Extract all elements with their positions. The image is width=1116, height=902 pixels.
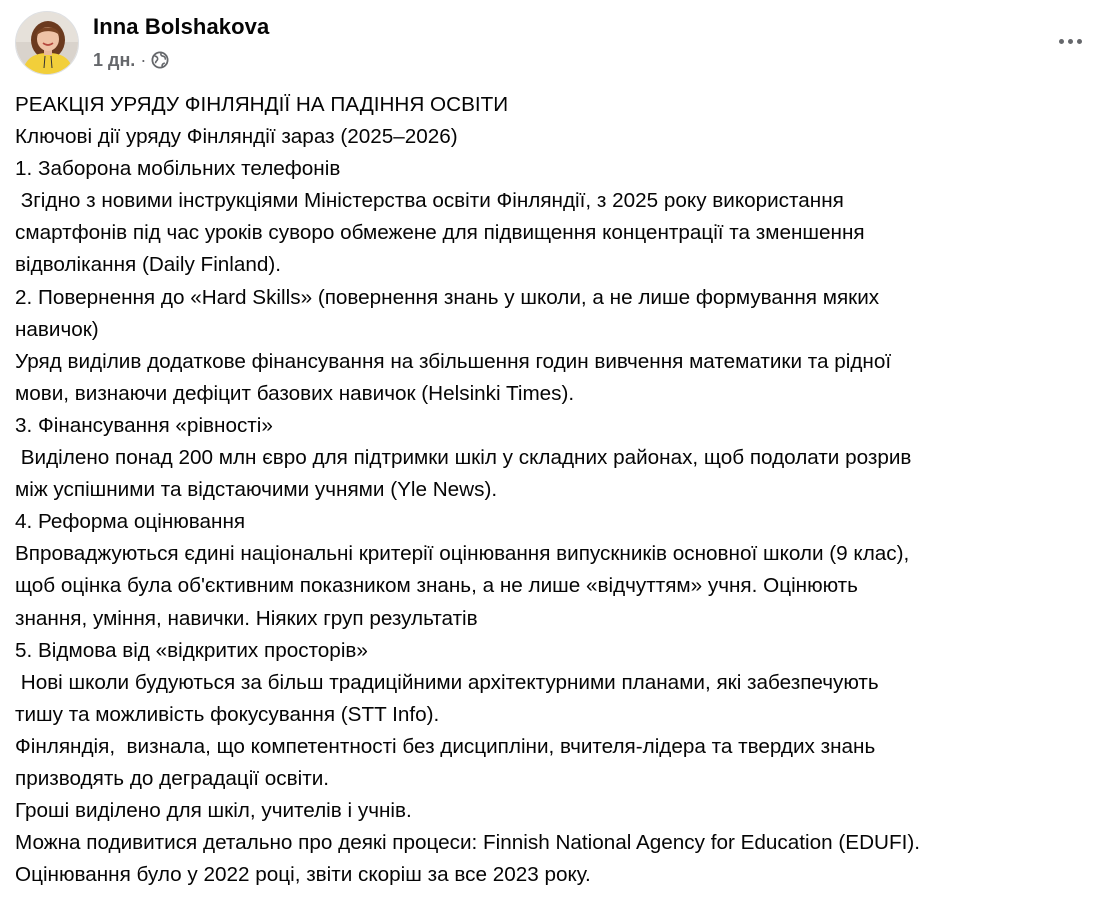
post-text-line: Виділено понад 200 млн євро для підтримки шкіл у складних районах, щоб подолати розрив: [15, 446, 912, 470]
post-text-line: Гроші виділено для шкіл, учителів і учнів.: [15, 799, 412, 823]
avatar-image: [16, 12, 79, 75]
post-timestamp[interactable]: 1 дн.: [93, 49, 136, 70]
post-text-line: Фінляндія, визнала, що компетентності без дисципліни, вчителя-лідера та твердих знань: [15, 734, 876, 758]
post-text-line: відволікання (Daily Finland).: [15, 253, 282, 277]
post-text-line: мови, визнаючи дефіцит базових навичок (Helsinki Times).: [15, 381, 575, 405]
more-horizontal-icon: [1059, 39, 1082, 44]
post-meta: [93, 47, 169, 73]
post-text: [15, 89, 1110, 891]
post-text-line: щоб оцінка була об'єктивним показником знань, а не лише «відчуттям» учня. Оцінюють: [15, 574, 858, 598]
author-avatar[interactable]: [15, 11, 79, 75]
post-text-line: навичок): [15, 317, 99, 341]
meta-separator: ·: [140, 49, 147, 70]
post-text-line: 5. Відмова від «відкритих просторів»: [15, 638, 368, 662]
globe-icon[interactable]: [151, 51, 169, 69]
more-options-button[interactable]: [1048, 24, 1092, 58]
post-text-line: РЕАКЦІЯ УРЯДУ ФІНЛЯНДІЇ НА ПАДІННЯ ОСВІТИ: [15, 93, 509, 116]
post-text-line: 2. Повернення до «Hard Skills» (повернення знань у школи, а не лише формування мяких: [15, 285, 880, 309]
post-text-line: тишу та можливість фокусування (STT Info).: [15, 702, 440, 726]
post-text-line: Оцінювання було у 2022 році, звіти скоріш за все 2023 року.: [15, 863, 591, 887]
post-text-line: призводять до деградації освіти.: [15, 766, 330, 790]
post-text-line: 3. Фінансування «рівності»: [15, 413, 273, 437]
post-text-line: Ключові дії уряду Фінляндії зараз (2025–2026): [15, 125, 458, 149]
post-text-line: Можна подивитися детально про деякі процеси: Finnish National Agency for Education (EDUFI).: [15, 831, 920, 855]
post-text-line: 1. Заборона мобільних телефонів: [15, 157, 341, 181]
post-text-line: між успішними та відстаючими учнями (Yle News).: [15, 478, 498, 502]
post-text-line: Нові школи будуються за більш традиційними архітектурними планами, які забезпечують: [15, 670, 879, 694]
author-name[interactable]: Inna Bolshakova: [93, 14, 270, 39]
post-text-line: 4. Реформа оцінювання: [15, 510, 246, 534]
post-text-line: знання, уміння, навички. Ніяких груп результатів: [15, 606, 478, 630]
post-text-line: Уряд виділив додаткове фінансування на збільшення годин вивчення математики та рідної: [15, 349, 892, 373]
post-text-line: Згідно з новими інструкціями Міністерства освіти Фінляндії, з 2025 року використання: [15, 189, 844, 213]
post-text-line: смартфонів під час уроків суворо обмежене для підвищення концентрації та зменшення: [15, 221, 865, 245]
post-text-line: Впроваджуються єдині національні критерії оцінювання випускників основної школи (9 клас),: [15, 542, 910, 566]
